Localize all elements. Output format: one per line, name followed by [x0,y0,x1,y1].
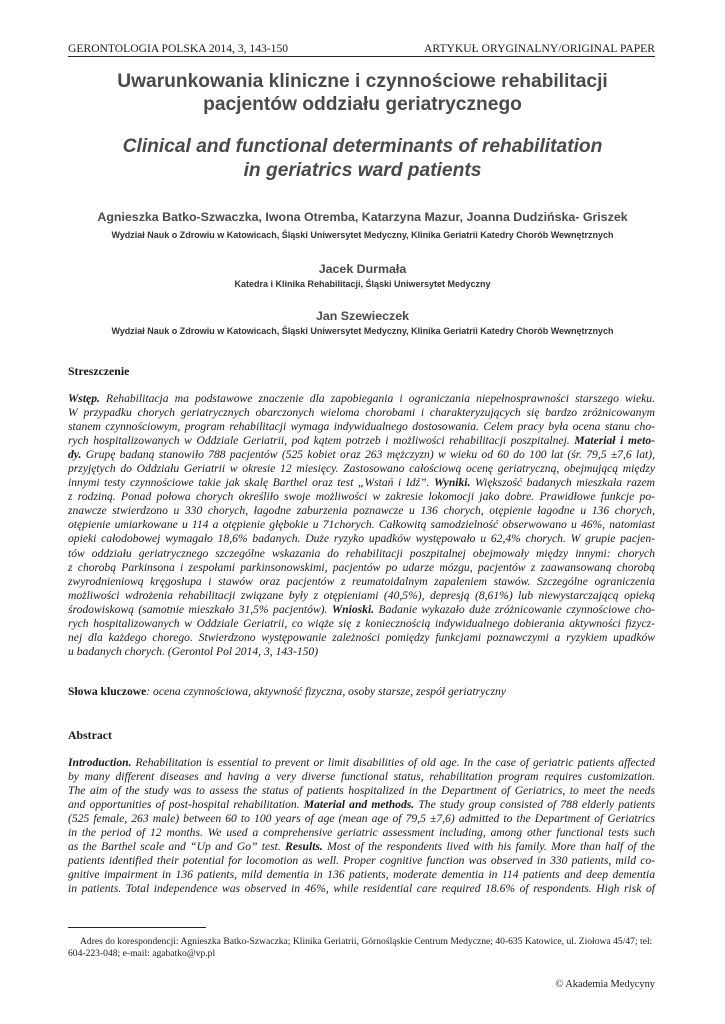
text-line: u badanych chorych. (Gerontol Pol 2014, 3, 143-150) [68,644,319,658]
author-list: Jan Szewieczek [316,309,409,323]
correspondence-footnote: Adres do korespondencji: Agnieszka Batko-Szwaczka; Klinika Geriatrii, Górnośląskie Centrum Medyczne; 40-635 Katowice, ul. Ziołowa 45/47; tel: 604-223-048; e-mail: agabatko@vp.pl [68,936,653,959]
footnote-divider [68,927,206,928]
author-affiliation: Wydział Nauk o Zdrowiu w Katowicach, Śląski Uniwersytet Medyczny, Klinika Geriatrii Katedry Chorób Wewnętrznych [111,230,614,240]
text-line: patients identified their potential for locomotion as well. Proper cognitive function was observed in 330 patients, mild co- [68,854,655,868]
text-line: środowiskową (samotnie mieszkało 31,5% pacjentów). Wnioski. Badanie wykazało duże zróżnicowanie czynnościowe cho- [68,602,655,616]
text-line: stanem czynnościowym, program rehabilitacji wymaga indywidualnego dostosowania. Celem pracy była ocena stanu cho- [68,420,655,434]
copyright: © Akademia Medycyny [555,979,655,990]
author-affiliation: Katedra i Klinika Rehabilitacji, Śląski Uniwersytet Medyczny [234,279,491,289]
abstract-heading: Abstract [68,728,112,742]
text-line: tów oddziału geriatrycznego szczególne wskazania do rehabilitacji poszpitalnej obejmowały między innymi: chorych [68,546,655,560]
text-line: in the period of 12 months. We used a comprehensive geriatric assessment including, among other functional tests such [68,826,655,840]
streszczenie-body [68,392,655,659]
author-list: Agnieszka Batko-Szwaczka, Iwona Otremba, Katarzyna Mazur, Joanna Dudzińska- Griszek [97,210,628,224]
title-english [40,135,685,183]
text-line: przyjętych do Oddziału Geriatrii w okresie 12 miesięcy. Zastosowano całościową ocenę geriatryczną, obejmującą między [68,462,655,476]
text-line: rych hospitalizowanych w Oddziale Geriatrii, co wiąże się z koniecznością indywidualnego dobierania aktywności fizycz- [68,616,655,630]
running-header [68,38,655,57]
text-line: (525 female, 263 male) between 60 to 100 years of age (mean age of 79,5 ±7,6) admitted to the Department of Geriatrics [68,812,655,826]
author-list: Jacek Durmała [318,262,407,276]
keywords-label: Słowa kluczowe [68,685,147,698]
text-line: nej dla każdego chorego. Stwierdzono występowanie zależności pomiędzy funkcjami poznawczymi a ryzykiem upadków [68,630,655,644]
text-line: Wstęp. Rehabilitacja ma podstawowe znaczenie dla zapobiegania i ograniczania niepełnosprawności starszego wieku. [68,392,655,405]
title-english-line: in geriatrics ward patients [243,160,482,181]
text-line: możliwości wdrożenia rehabilitacji związane były z otępieniami (40,5%), depresją (8,61%) lub niewystarczającą opieką [68,588,655,602]
journal-citation: GERONTOLOGIA POLSKA 2014, 3, 143-150 [68,42,289,55]
text-line: rych hospitalizowanych w Oddziale Geriatrii, pod kątem potrzeb i możliwości rehabilitacji poszpitalnej. Materiał i meto- [68,434,655,448]
text-line: gnitive impairment in 136 patients, mild dementia in 136 patients, moderate dementia in 114 patients and deep dementia [68,868,655,882]
text-line: znawcze stwierdzono u 330 chorych, łagodne zaburzenia poznawcze u 136 chorych, otępienie łagodne u 136 chorych, [68,504,655,518]
text-line: z rodziną. Ponad połowa chorych określiło swoje możliwości w zakresie lokomocji jako dobre. Prawidłowe funkcje po- [68,490,655,504]
text-line: in patients. Total independence was observed in 46%, while residential care required 18.6% of respondents. High risk of [68,882,655,896]
text-line: z chorobą Parkinsona i zespołami parkinsonowskimi, pacjentów po udarze mózgu, pacjentów z zaawansowaną chorobą [68,560,655,574]
keywords-text: : ocena czynnościowa, aktywność fizyczna, osoby starsze, zespół geriatryczny [146,685,506,698]
streszczenie-heading: Streszczenie [68,364,130,378]
author-affiliation: Wydział Nauk o Zdrowiu w Katowicach, Śląski Uniwersytet Medyczny, Klinika Geriatrii Katedry Chorób Wewnętrznych [111,326,614,336]
title-polish [40,70,685,116]
text-line: Introduction. Rehabilitation is essential to prevent or limit disabilities of old age. In the case of geriatric patients affected [68,756,655,769]
title-english-line: Clinical and functional determinants of rehabilitation [122,136,603,157]
text-line: dy. Grupę badaną stanowiło 788 pacjentów (525 kobiet oraz 263 mężczyzn) w wieku od 60 do 100 lat (śr. 79,5 ±7,6 lat), [68,448,655,462]
title-polish-line: pacjentów oddziału geriatrycznego [203,94,522,115]
text-line: innymi testy czynnościowe takie jak skalę Barthel oraz test „Wstań i Idź”. Wyniki. Większość badanych mieszkała razem [68,476,655,490]
text-line: and opportunities of post-hospital rehabilitation. Material and methods. The study group consisted of 788 elderly patients [68,798,655,812]
abstract-body [68,756,655,896]
text-line: opieki całodobowej wymagało 18,6% badanych. Duże ryzyko upadków występowało u 62,4% chorych. W grupie pacjen- [68,532,655,546]
text-line: zwyrodnieniową kręgosłupa i stawów oraz pacjentów z reumatoidalnym zapaleniem stawów. Szczególne ograniczenia [68,574,655,588]
keywords [68,685,655,698]
title-polish-line: Uwarunkowania kliniczne i czynnościowe rehabilitacji [117,71,608,92]
article-type: ARTYKUŁ ORYGINALNY/ORIGINAL PAPER [424,42,655,55]
text-line: The aim of the study was to assess the status of patients hospitalized in the Department of Geriatrics, to meet the needs [68,784,655,798]
text-line: W przypadku chorych geriatrycznych obarczonych wieloma chorobami i charakteryzujących się bardzo zróżnicowanym [68,406,655,420]
text-line: as the Barthel scale and “Up and Go” test. Results. Most of the respondents lived with his family. More than half of the [68,840,656,854]
text-line: otępienie umiarkowane u 114 a otępienie głębokie u 71chorych. Całkowitą samodzielność obserwowano u 46%, natomiast [68,518,655,532]
text-line: by many different diseases and having a very diverse functional status, rehabilitation program requires customization. [68,770,655,784]
